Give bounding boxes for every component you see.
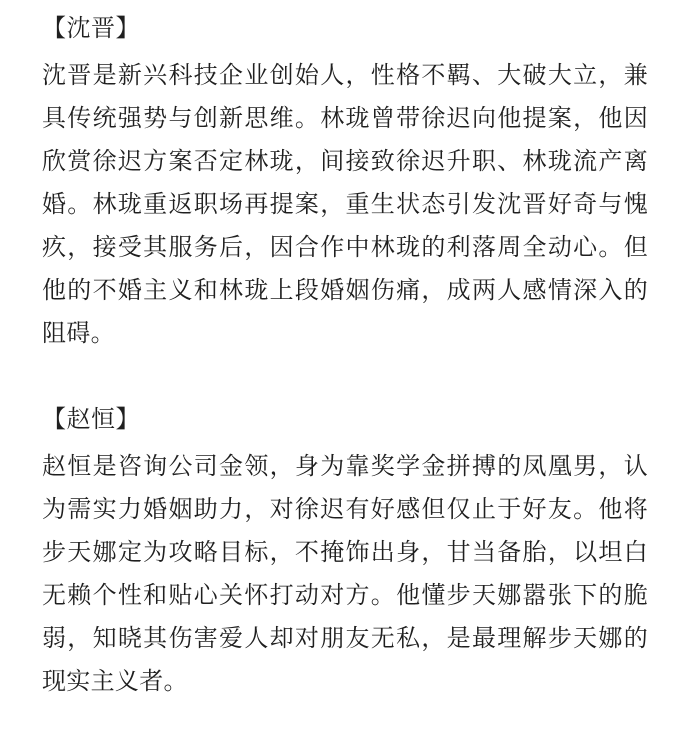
character-section-zhao-heng <box>42 399 648 703</box>
section-heading: 【赵恒】 <box>42 405 140 433</box>
section-paragraph: 赵恒是咨询公司金领，身为靠奖学金拼搏的凤凰男，认为需实力婚姻助力，对徐迟有好感但仅止于好友。他将步天娜定为攻略目标，不掩饰出身，甘当备胎，以坦白无赖个性和贴心关怀打动对方。他懂步天娜嚣张下的脆弱，知晓其伤害爱人却对朋友无私，是最理解步天娜的现实主义者。 <box>42 452 648 695</box>
character-section-shen-jin <box>42 8 648 355</box>
section-paragraph: 沈晋是新兴科技企业创始人，性格不羁、大破大立，兼具传统强势与创新思维。林珑曾带徐迟向他提案，他因欣赏徐迟方案否定林珑，间接致徐迟升职、林珑流产离婚。林珑重返职场再提案，重生状态引发沈晋好奇与愧疚，接受其服务后，因合作中林珑的利落周全动心。但他的不婚主义和林珑上段婚姻伤痛，成两人感情深入的阻碍。 <box>42 61 648 347</box>
section-heading: 【沈晋】 <box>42 14 140 42</box>
